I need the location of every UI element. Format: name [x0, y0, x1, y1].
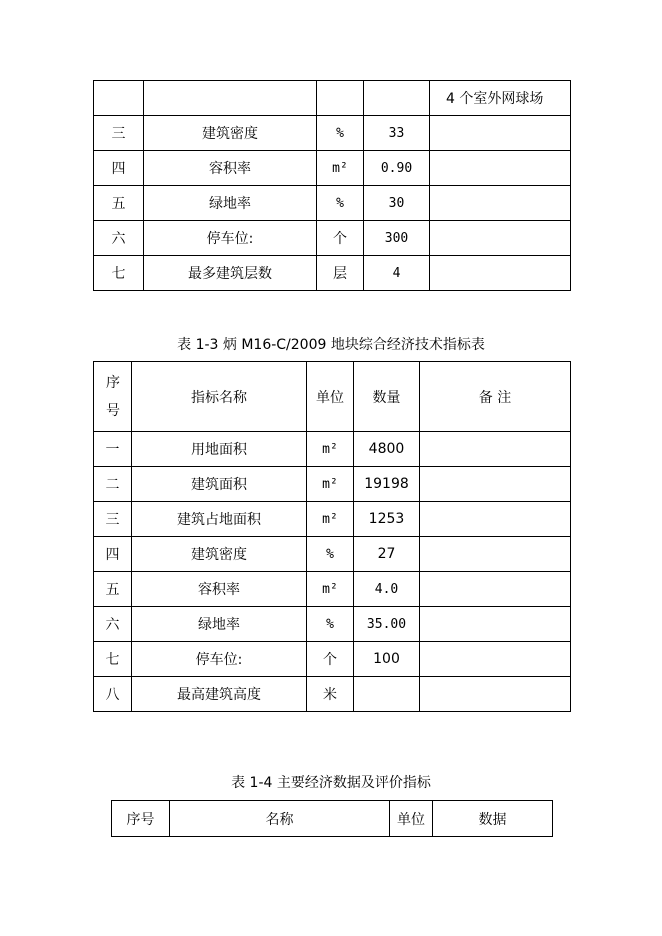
cell-name: 停车位: — [144, 221, 317, 256]
cell-note — [420, 502, 571, 537]
cell-value — [354, 677, 420, 712]
table-2 — [93, 361, 571, 712]
header-name: 名称 — [170, 801, 390, 837]
table-3 — [111, 800, 553, 837]
cell-value: 19198 — [354, 467, 420, 502]
cell-unit — [317, 81, 364, 116]
cell-value: 27 — [354, 537, 420, 572]
cell-index: 三 — [94, 502, 132, 537]
cell-name: 最多建筑层数 — [144, 256, 317, 291]
header-index: 序号 — [112, 801, 170, 837]
table-2-caption: 表 1-3 炳 M16-C/2009 地块综合经济技术指标表 — [177, 337, 485, 353]
cell-value — [364, 81, 430, 116]
cell-index: 二 — [94, 467, 132, 502]
cell-value: 4.0 — [354, 572, 420, 607]
cell-note — [420, 607, 571, 642]
cell-index: 四 — [94, 537, 132, 572]
table-row — [94, 256, 571, 291]
cell-unit: % — [317, 186, 364, 221]
cell-index: 七 — [94, 642, 132, 677]
cell-value: 1253 — [354, 502, 420, 537]
table-row — [94, 607, 571, 642]
cell-index: 四 — [94, 151, 144, 186]
cell-name — [144, 81, 317, 116]
cell-name: 建筑占地面积 — [132, 502, 307, 537]
cell-unit: % — [317, 116, 364, 151]
cell-unit: m² — [317, 151, 364, 186]
cell-unit: m² — [307, 502, 354, 537]
cell-value: 30 — [364, 186, 430, 221]
header-index: 序号 — [94, 362, 132, 432]
cell-index: 八 — [94, 677, 132, 712]
cell-name: 用地面积 — [132, 432, 307, 467]
cell-unit: 个 — [307, 642, 354, 677]
header-data: 数据 — [433, 801, 553, 837]
cell-name: 建筑面积 — [132, 467, 307, 502]
table-row — [94, 81, 571, 116]
cell-note: 4 个室外网球场 — [430, 81, 571, 116]
cell-unit: % — [307, 607, 354, 642]
cell-name: 绿地率 — [144, 186, 317, 221]
cell-name: 停车位: — [132, 642, 307, 677]
cell-value: 300 — [364, 221, 430, 256]
cell-value: 4800 — [354, 432, 420, 467]
cell-note — [430, 151, 571, 186]
cell-value: 33 — [364, 116, 430, 151]
cell-note — [420, 467, 571, 502]
cell-index — [94, 81, 144, 116]
cell-note — [430, 221, 571, 256]
cell-value: 35.00 — [354, 607, 420, 642]
table-row — [94, 467, 571, 502]
cell-index: 七 — [94, 256, 144, 291]
table-row — [94, 186, 571, 221]
cell-unit: m² — [307, 467, 354, 502]
cell-note — [420, 572, 571, 607]
cell-note — [420, 677, 571, 712]
table-row — [94, 151, 571, 186]
cell-index: 五 — [94, 186, 144, 221]
table-header-row — [112, 801, 553, 837]
cell-name: 容积率 — [144, 151, 317, 186]
header-quantity: 数量 — [354, 362, 420, 432]
cell-value: 4 — [364, 256, 430, 291]
cell-index: 六 — [94, 607, 132, 642]
cell-name: 容积率 — [132, 572, 307, 607]
table-row — [94, 642, 571, 677]
cell-index: 三 — [94, 116, 144, 151]
header-unit: 单位 — [307, 362, 354, 432]
cell-index: 一 — [94, 432, 132, 467]
cell-note — [430, 256, 571, 291]
cell-note — [430, 186, 571, 221]
cell-unit: 米 — [307, 677, 354, 712]
cell-unit: 个 — [317, 221, 364, 256]
table-header-row — [94, 362, 571, 432]
table-3-caption: 表 1-4 主要经济数据及评价指标 — [231, 775, 431, 791]
cell-value: 100 — [354, 642, 420, 677]
table-row — [94, 502, 571, 537]
cell-value: 0.90 — [364, 151, 430, 186]
header-note: 备 注 — [420, 362, 571, 432]
cell-name: 绿地率 — [132, 607, 307, 642]
table-row — [94, 116, 571, 151]
table-row — [94, 537, 571, 572]
cell-index: 五 — [94, 572, 132, 607]
cell-name: 建筑密度 — [132, 537, 307, 572]
header-unit: 单位 — [390, 801, 433, 837]
cell-name: 建筑密度 — [144, 116, 317, 151]
cell-note — [420, 432, 571, 467]
table-row — [94, 677, 571, 712]
cell-note — [430, 116, 571, 151]
header-name: 指标名称 — [132, 362, 307, 432]
cell-unit: 层 — [317, 256, 364, 291]
table-1-continued — [93, 80, 571, 291]
table-row — [94, 572, 571, 607]
cell-note — [420, 537, 571, 572]
cell-index: 六 — [94, 221, 144, 256]
cell-unit: % — [307, 537, 354, 572]
table-row — [94, 432, 571, 467]
table-row — [94, 221, 571, 256]
cell-name: 最高建筑高度 — [132, 677, 307, 712]
cell-note — [420, 642, 571, 677]
cell-unit: m² — [307, 572, 354, 607]
cell-unit: m² — [307, 432, 354, 467]
